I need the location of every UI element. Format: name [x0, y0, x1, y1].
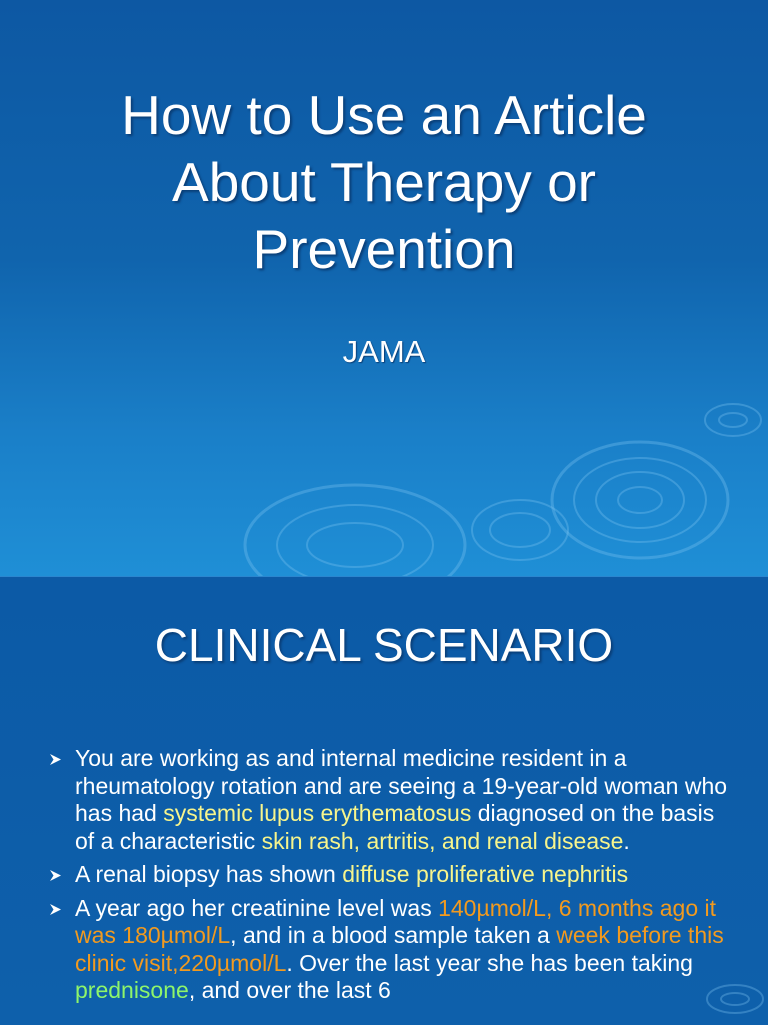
arrowhead-bullet-icon: [49, 870, 61, 881]
list-item: [45, 895, 735, 1005]
slide-title-line: Prevention: [252, 218, 516, 280]
highlight-text: week before this clinic visit,220µmol/L: [75, 922, 724, 976]
bullet-text: , and in a blood sample taken a: [230, 922, 557, 948]
slide-title-line: About Therapy or: [172, 151, 596, 213]
bullet-text: . Over the last year she has been taking: [286, 949, 693, 976]
arrowhead-bullet-icon: [49, 904, 61, 915]
highlight-text: prednisone: [75, 977, 189, 1003]
bullet-text: .: [623, 827, 630, 854]
highlight-text: 140µmol/L, 6 months ago it was 180µmol/L: [75, 894, 717, 948]
highlight-text: diffuse proliferative nephritis: [342, 861, 629, 887]
slide-title: [0, 82, 768, 283]
highlight-text: skin rash, artritis, and renal disease: [261, 827, 624, 854]
list-item: [45, 745, 735, 855]
slide-subtitle: JAMA: [342, 334, 426, 369]
bullet-text: A year ago her creatinine level was: [75, 894, 439, 921]
bullet-text: You are working as and internal medicine resident in a rheumatology rotation and are seeing a 19-year-old woman who has had: [75, 745, 728, 826]
bullet-list: [45, 745, 735, 1011]
bullet-text: , and over the last 6: [188, 977, 391, 1003]
bullet-text: diagnosed on the basis of a characteristic: [75, 800, 715, 854]
arrowhead-bullet-icon: [49, 754, 61, 765]
highlight-text: systemic lupus erythematosus: [163, 800, 472, 826]
bullet-text: A renal biopsy has shown: [75, 861, 343, 887]
list-item: [45, 861, 735, 889]
slide-title-line: How to Use an Article: [121, 84, 647, 146]
slide-heading: CLINICAL SCENARIO: [154, 619, 614, 671]
